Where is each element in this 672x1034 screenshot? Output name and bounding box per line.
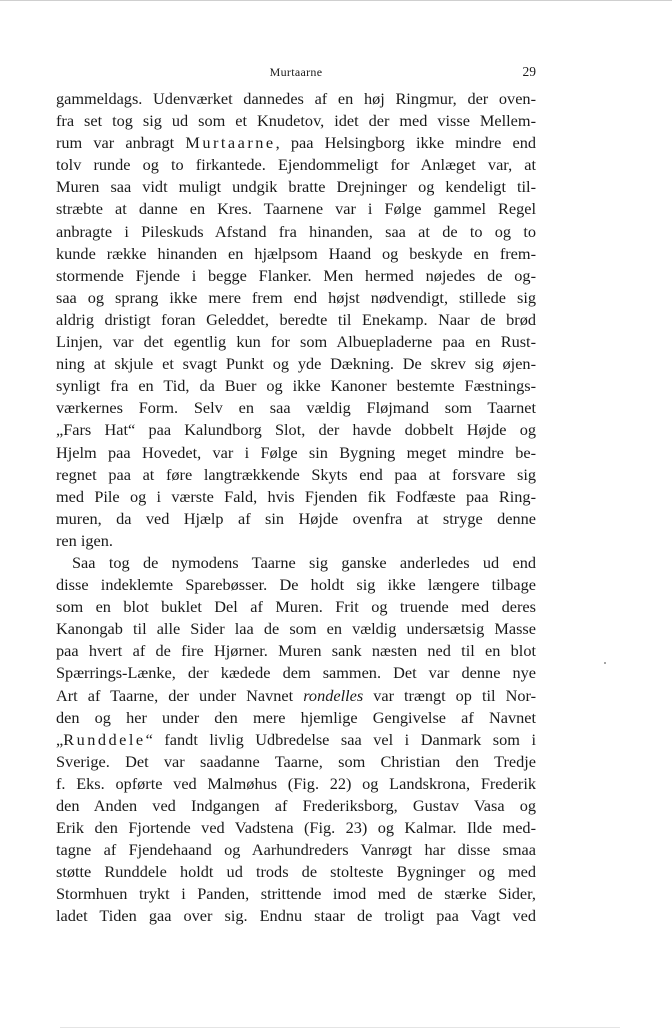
spaced-term: Runddele [63,729,146,749]
text-line: Kanongab til alle Sider laa de som en vældig undersætsig Masse [56,619,536,639]
text-span: “ fandt livlig Udbredelse saa vel i Danmark som i [145,729,536,749]
text-span: , paa Helsingborg ikke mindre end [275,133,537,153]
text-line: Stormhuen trykt i Panden, strittende imod med de stærke Sider, [56,884,536,904]
text-line: tolv runde og to firkantede. Ejendommeligt for Anlæget var, at [56,155,536,175]
margin-speck [604,662,606,664]
italic-term: rondelles [303,685,364,705]
text-span: var trængt op til Nor- [363,685,536,705]
text-line: støtte Runddele holdt ud trods de stolteste Bygninger og med [56,862,536,882]
text-line: disse indeklemte Sparebøsser. De holdt sig ikke længere tilbage [56,575,536,595]
text-line: som en blot buklet Del af Muren. Frit og truende med deres [56,597,536,617]
text-line: den Anden ved Indgangen af Frederiksborg, Gustav Vasa og [56,796,536,815]
text-line: saa og sprang ikke mere frem end højst nødvendigt, stillede sig [56,287,536,307]
text-line: med Pile og i værste Fald, hvis Fjenden fik Fodfæste paa Ring- [56,486,536,506]
text-line: „Fars Hat“ paa Kalundborg Slot, der havde dobbelt Højde og [56,420,536,440]
text-line: fra set tog sig ud som et Knudetov, idet der med visse Mellem- [56,111,536,131]
text-line: regnet paa at føre langtrækkende Skyts end paa at forsvare sig [56,464,536,484]
text-line: Spærrings-Lænke, der kædede dem sammen. Det var denne nye [56,663,536,683]
text-line: Muren saa vidt muligt undgik bratte Drejninger og kendeligt til- [56,177,536,197]
text-line: ladet Tiden gaa over sig. Endnu staar de troligt paa Vagt ved [56,906,536,926]
text-line: muren, da ved Hjælp af sin Højde ovenfra at stryge denne [56,508,536,528]
text-line: paa hvert af de fire Hjørner. Muren sank næsten ned til en blot [56,641,536,661]
text-line [56,729,536,751]
text-line: Linjen, var det egentlig kun for som Albuepladerne paa en Rust- [56,332,536,352]
spaced-term: Murtaarne [185,133,276,153]
text-line: Sverige. Det var saadanne Taarne, som Christian den Tredje [56,751,536,771]
running-head [56,62,536,82]
text-line: ren igen. [56,530,113,550]
text-span: „ [56,729,64,749]
text-line: synligt fra en Tid, da Buer og ikke Kanoner bestemte Fæstnings- [56,376,536,396]
text-line: kunde række hinanden en hjælpsom Haand og beskyde en frem- [56,243,536,263]
text-line: anbragte i Pileskuds Afstand fra hinanden, saa at de to og to [56,221,536,241]
text-line: f. Eks. opførte ved Malmøhus (Fig. 22) og Landskrona, Frederik [56,773,536,793]
text-line: tagne af Fjendehaand og Aarhundreders Vanrøgt har disse smaa [56,840,536,860]
page-number: 29 [522,64,536,79]
top-edge-rule [0,0,672,1]
text-span: Art af Taarne, der under Navnet [56,685,304,705]
text-line: den og her under den mere hjemlige Gengivelse af Navnet [56,707,536,727]
text-line: aldrig dristigt foran Geleddet, beredte til Enekamp. Naar de brød [56,309,536,329]
text-line: værkernes Form. Selv en saa vældig Fløjmand som Taarnet [56,398,536,418]
text-line: stræbte at danne en Kres. Taarnene var i Følge gammel Regel [56,199,536,219]
text-line: Hjelm paa Hovedet, var i Følge sin Bygning meget mindre be- [56,442,536,462]
text-line: stormende Fjende i begge Flanker. Men hermed nøjedes de og- [56,265,536,285]
text-line: Erik den Fjortende ved Vadstena (Fig. 23) og Kalmar. Ilde med- [56,818,536,838]
bottom-edge-rule [60,1027,620,1028]
text-line [56,685,536,707]
text-line: ning at skjule et svagt Punkt og yde Dækning. De skrev sig øjen- [56,354,536,374]
text-span: rum var anbragt [56,133,186,153]
text-line [56,132,536,154]
text-line: gammeldags. Udenværket dannedes af en høj Ringmur, der oven- [56,89,536,108]
running-title: Murtaarne [269,65,323,79]
body-text [56,88,536,928]
paragraph-start-line: Saa tog de nymodens Taarne sig ganske anderledes ud end [72,552,536,572]
